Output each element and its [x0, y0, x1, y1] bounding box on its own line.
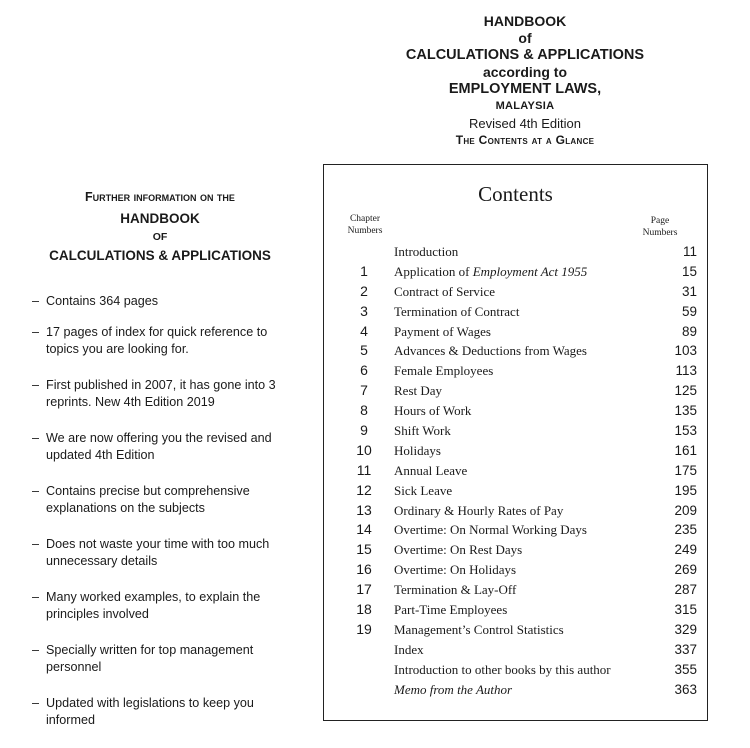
toc-row — [324, 521, 707, 541]
toc-chapter-number: 14 — [356, 521, 372, 538]
toc-chapter-number: 17 — [356, 581, 372, 598]
toc-entry-title: Part-Time Employees — [394, 602, 508, 618]
toc-row — [324, 541, 707, 561]
toc-chapter-number: 11 — [356, 461, 372, 478]
toc-page-number: 15 — [681, 263, 697, 279]
chapter-numbers-header — [340, 213, 390, 237]
further-line-1: Further information on the — [85, 190, 235, 204]
toc-row — [324, 661, 707, 681]
title-line-malaysia: MALAYSIA — [495, 100, 555, 112]
toc-entry-title: Memo from the Author — [394, 681, 513, 697]
toc-page-number: 249 — [674, 542, 697, 558]
chapter-header-line-1: Chapter — [349, 214, 381, 224]
toc-entry-title: Rest Day — [394, 383, 443, 399]
toc-entry-title-italic: Employment Act 1955 — [472, 263, 588, 279]
toc-row — [324, 323, 707, 343]
toc-page-number: 209 — [674, 502, 697, 518]
toc-entry-title: Payment of Wages — [394, 323, 491, 339]
toc-page-number: 195 — [674, 482, 697, 498]
title-line-glance: The Contents at a Glance — [455, 133, 595, 147]
toc-row — [324, 502, 707, 522]
contents-title: Contents — [478, 182, 553, 206]
toc-page-number: 315 — [674, 602, 697, 618]
toc-page-number: 31 — [681, 283, 697, 299]
toc-page-number: 135 — [674, 403, 697, 419]
page-header-line-1: Page — [650, 216, 670, 226]
feature-item: – Does not waste your time with too much unnecessary details — [32, 536, 300, 570]
toc-entry-title: Annual Leave — [394, 462, 468, 478]
toc-row — [324, 243, 707, 263]
further-line-4: CALCULATIONS & APPLICATIONS — [49, 248, 271, 263]
toc-entry-title-plain: Application of — [394, 263, 473, 279]
toc-row — [324, 402, 707, 422]
toc-row — [324, 382, 707, 402]
toc-page-number: 113 — [675, 363, 697, 379]
toc-list — [324, 243, 707, 700]
handbook-title-block — [380, 13, 670, 149]
toc-row — [324, 621, 707, 641]
toc-chapter-number: 6 — [360, 362, 368, 379]
feature-list — [32, 293, 300, 748]
toc-chapter-number: 19 — [356, 620, 372, 637]
page-header-line-2: Numbers — [642, 228, 678, 238]
toc-row — [324, 641, 707, 661]
toc-entry-title: Index — [394, 641, 424, 657]
title-line-edition: Revised 4th Edition — [468, 116, 581, 131]
toc-chapter-number: 8 — [360, 402, 368, 419]
toc-row — [324, 342, 707, 362]
further-line-2: HANDBOOK — [120, 211, 200, 226]
toc-entry-title: Management’s Control Statistics — [394, 621, 564, 637]
toc-row — [324, 442, 707, 462]
toc-row — [324, 303, 707, 323]
toc-page-number: 175 — [674, 462, 697, 478]
feature-item: – Specially written for top management personnel — [32, 642, 300, 676]
toc-entry-title: Hours of Work — [394, 403, 472, 419]
toc-row — [324, 581, 707, 601]
toc-row — [324, 283, 707, 303]
toc-page-number: 269 — [674, 562, 697, 578]
toc-row — [324, 422, 707, 442]
toc-page-number: 161 — [674, 442, 697, 458]
toc-chapter-number: 12 — [356, 481, 372, 498]
toc-chapter-number: 5 — [360, 342, 368, 359]
title-line-according: according to — [482, 64, 567, 80]
toc-row — [324, 561, 707, 581]
toc-page-number: 363 — [674, 681, 697, 697]
toc-page-number: 235 — [674, 522, 697, 538]
toc-entry-title: Overtime: On Rest Days — [394, 542, 523, 558]
toc-page-number: 103 — [674, 343, 697, 359]
contents-panel — [323, 164, 708, 721]
toc-entry-title: Contract of Service — [394, 283, 496, 299]
toc-chapter-number: 13 — [356, 501, 372, 518]
toc-page-number: 287 — [674, 582, 697, 598]
title-line-handbook: HANDBOOK — [483, 13, 567, 29]
feature-item: – Contains 364 pages — [32, 293, 300, 310]
toc-row — [324, 482, 707, 502]
toc-page-number: 153 — [674, 423, 697, 439]
title-line-employment-laws: EMPLOYMENT LAWS, — [448, 81, 602, 97]
toc-chapter-number: 7 — [360, 382, 368, 399]
toc-chapter-number: 16 — [356, 561, 372, 578]
toc-entry-title: Overtime: On Normal Working Days — [394, 522, 587, 538]
toc-entry-title: Introduction to other books by this author — [394, 661, 611, 677]
title-line-of: of — [518, 30, 532, 46]
toc-entry-title: Introduction — [394, 244, 459, 259]
toc-entry-title: Overtime: On Holidays — [394, 562, 517, 578]
feature-item: – First published in 2007, it has gone into 3 reprints. New 4th Edition 2019 — [32, 377, 300, 411]
toc-row — [324, 681, 707, 701]
toc-chapter-number: 18 — [356, 601, 372, 618]
toc-entry-title: Female Employees — [394, 363, 494, 379]
toc-page-number: 125 — [674, 383, 697, 399]
toc-page-number: 337 — [674, 641, 697, 657]
toc-row — [324, 362, 707, 382]
toc-entry-title: Ordinary & Hourly Rates of Pay — [394, 502, 564, 518]
feature-item: – Contains precise but comprehensive explanations on the subjects — [32, 483, 300, 517]
further-line-3: OF — [152, 231, 168, 243]
toc-entry-title — [394, 264, 587, 280]
toc-chapter-number: 4 — [360, 322, 368, 339]
toc-chapter-number: 9 — [360, 422, 368, 439]
toc-chapter-number: 3 — [360, 302, 368, 319]
title-line-calculations: CALCULATIONS & APPLICATIONS — [405, 47, 645, 63]
page-numbers-header — [635, 215, 685, 239]
toc-page-number: 59 — [681, 303, 697, 319]
toc-page-number: 355 — [674, 661, 697, 677]
feature-item: – We are now offering you the revised and updated 4th Edition — [32, 430, 300, 464]
chapter-header-line-2: Numbers — [347, 226, 383, 236]
toc-page-number: 89 — [681, 323, 697, 339]
toc-entry-title: Advances & Deductions from Wages — [394, 343, 587, 359]
toc-chapter-number: 2 — [360, 282, 368, 299]
toc-entry-title: Termination of Contract — [394, 303, 520, 319]
toc-chapter-number: 15 — [356, 541, 372, 558]
feature-item: – Updated with legislations to keep you informed — [32, 695, 300, 729]
toc-page-number: 329 — [674, 621, 697, 637]
toc-row — [324, 462, 707, 482]
toc-entry-title: Sick Leave — [394, 482, 453, 498]
feature-item: – 17 pages of index for quick reference to topics you are looking for. — [32, 324, 300, 358]
toc-chapter-number: 1 — [360, 262, 368, 279]
feature-item: – Many worked examples, to explain the principles involved — [32, 589, 300, 623]
toc-row — [324, 263, 707, 283]
further-info-heading — [30, 187, 290, 266]
toc-entry-title: Holidays — [394, 442, 441, 458]
toc-entry-title: Termination & Lay-Off — [394, 582, 517, 598]
toc-chapter-number: 10 — [356, 441, 372, 458]
toc-row — [324, 601, 707, 621]
toc-entry-title: Shift Work — [394, 423, 451, 439]
toc-page-number: 11 — [682, 244, 697, 259]
